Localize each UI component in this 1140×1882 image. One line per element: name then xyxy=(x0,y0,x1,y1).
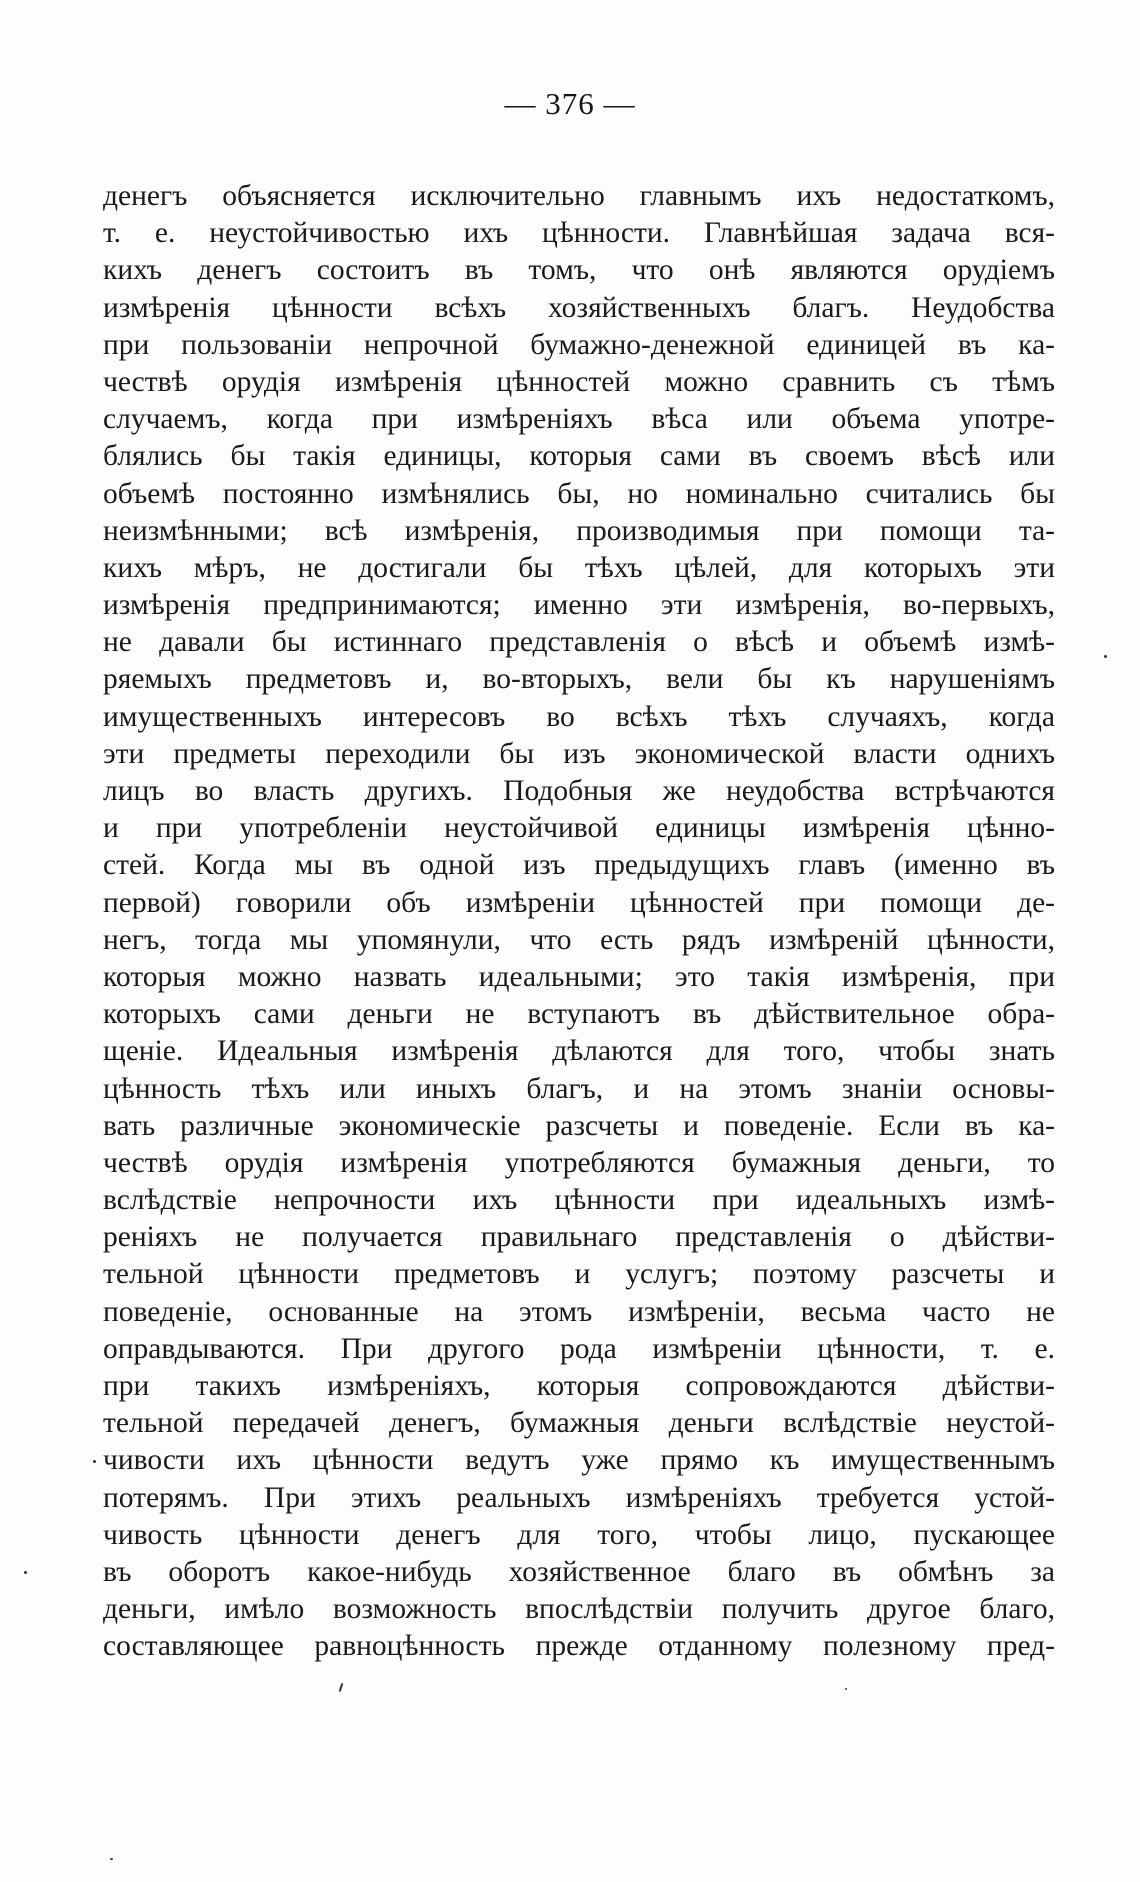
text-line: т. е. неустойчивостью ихъ цѣнности. Главнѣйшая задача вся- xyxy=(103,217,1055,250)
text-line: чествѣ орудія измѣренія употребляются бумажныя деньги, то xyxy=(103,1146,1055,1179)
text-line: первой) говорили объ измѣреніи цѣнностей при помощи де- xyxy=(103,886,1055,919)
text-line: реніяхъ не получается правильнаго представленія о дѣйстви- xyxy=(103,1221,1055,1254)
text-line: тельной цѣнности предметовъ и услугъ; поэтому разсчеты и xyxy=(103,1258,1055,1291)
text-line: вать различные экономическіе разсчеты и поведеніе. Если въ ка- xyxy=(103,1109,1055,1142)
text-line: которыхъ сами деньги не вступаютъ въ дѣйствительное обра- xyxy=(103,998,1055,1031)
text-line: стей. Когда мы въ одной изъ предыдущихъ главъ (именно въ xyxy=(103,849,1055,882)
text-line: чивость цѣнности денегъ для того, чтобы лицо, пускающее xyxy=(103,1518,1055,1551)
text-line: потерямъ. При этихъ реальныхъ измѣреніяхъ требуется устой- xyxy=(103,1481,1055,1514)
scan-speck xyxy=(1104,655,1107,658)
text-line: случаемъ, когда при измѣреніяхъ вѣса или объема употре- xyxy=(103,403,1055,436)
text-line: измѣренія предпринимаются; именно эти измѣренія, во-первыхъ, xyxy=(103,589,1055,622)
text-line: негъ, тогда мы упомянули, что есть рядъ измѣреній цѣнности, xyxy=(103,923,1055,956)
text-line: неизмѣнными; всѣ измѣренія, производимыя при помощи та- xyxy=(103,514,1055,547)
text-line: которыя можно назвать идеальными; это такія измѣренія, при xyxy=(103,960,1055,993)
text-line: объемѣ постоянно измѣнялись бы, но номинально считались бы xyxy=(103,477,1055,510)
text-line: измѣренія цѣнности всѣхъ хозяйственныхъ благъ. Неудобства xyxy=(103,291,1055,324)
text-line: имущественныхъ интересовъ во всѣхъ тѣхъ случаяхъ, когда xyxy=(103,700,1055,733)
text-line: и при употребленіи неустойчивой единицы измѣренія цѣнно- xyxy=(103,812,1055,845)
text-line: эти предметы переходили бы изъ экономической власти однихъ xyxy=(103,737,1055,770)
scan-speck xyxy=(339,1683,344,1692)
text-line: при такихъ измѣреніяхъ, которыя сопровождаются дѣйстви- xyxy=(103,1370,1055,1402)
scan-speck xyxy=(845,1688,847,1690)
scan-speck xyxy=(110,1858,113,1860)
text-line: чествѣ орудія измѣренія цѣнностей можно сравнить съ тѣмъ xyxy=(103,365,1055,398)
text-line: лицъ во власть другихъ. Подобныя же неудобства встрѣчаются xyxy=(103,775,1055,807)
text-line: при пользованіи непрочной бумажно-денежной единицей въ ка- xyxy=(103,328,1055,361)
text-line: ряемыхъ предметовъ и, во-вторыхъ, вели бы къ нарушеніямъ xyxy=(103,663,1055,696)
text-line: кихъ денегъ состоитъ въ томъ, что онѣ являются орудіемъ xyxy=(103,254,1055,287)
text-line: блялись бы такія единицы, которыя сами въ своемъ вѣсѣ или xyxy=(103,440,1055,473)
text-line: поведеніе, основанные на этомъ измѣреніи, весьма часто не xyxy=(103,1295,1055,1328)
text-line: щеніе. Идеальныя измѣренія дѣлаются для того, чтобы знать xyxy=(103,1035,1055,1068)
text-line: кихъ мѣръ, не достигали бы тѣхъ цѣлей, для которыхъ эти xyxy=(103,551,1055,584)
text-line: составляющее равноцѣнность прежде отданному полезному пред- xyxy=(103,1630,1055,1663)
text-line: не давали бы истиннаго представленія о вѣсѣ и объемѣ измѣ- xyxy=(103,626,1055,659)
page-number: — 376 — xyxy=(504,86,636,121)
text-line: денегъ объясняется исключительно главнымъ ихъ недостаткомъ, xyxy=(103,180,1055,212)
text-line: деньги, имѣло возможность впослѣдствіи получить другое благо, xyxy=(103,1593,1055,1626)
text-line: цѣнность тѣхъ или иныхъ благъ, и на этомъ знаніи основы- xyxy=(103,1072,1055,1105)
text-line: въ оборотъ какое-нибудь хозяйственное благо въ обмѣнъ за xyxy=(103,1555,1055,1588)
scan-speck xyxy=(93,1460,96,1463)
text-line: вслѣдствіе непрочности ихъ цѣнности при идеальныхъ измѣ- xyxy=(103,1184,1055,1217)
body-text xyxy=(103,178,1055,1666)
text-line: чивости ихъ цѣнности ведутъ уже прямо къ имущественнымъ xyxy=(103,1444,1055,1477)
text-line: тельной передачей денегъ, бумажныя деньги вслѣдствіе неустой- xyxy=(103,1407,1055,1440)
scan-speck xyxy=(24,1571,27,1574)
text-line: оправдываются. При другого рода измѣреніи цѣнности, т. е. xyxy=(103,1332,1055,1365)
